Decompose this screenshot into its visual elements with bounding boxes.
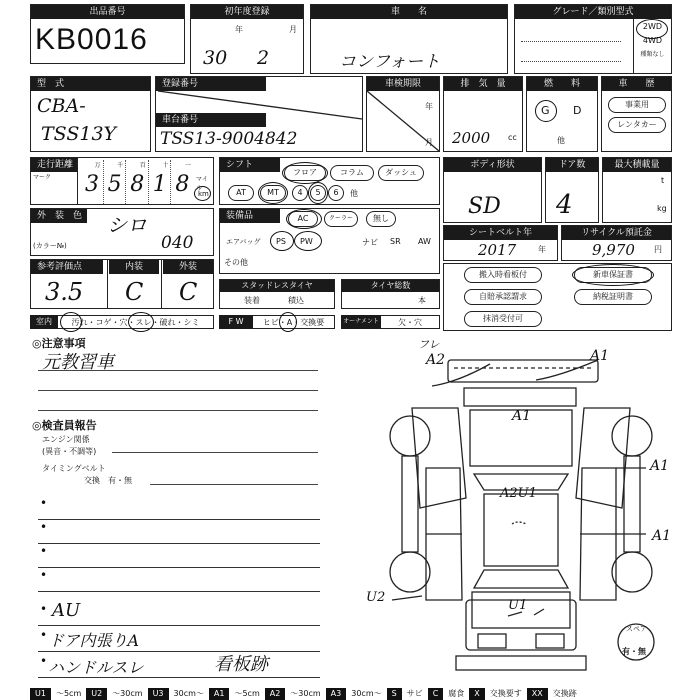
legend-code: A2 — [265, 688, 286, 700]
registration-box — [155, 76, 363, 152]
legend-code: X — [469, 688, 484, 700]
label-frame: フレ — [418, 338, 440, 351]
doors-box — [545, 157, 599, 223]
seatbelt-header: シートベルト年 — [444, 226, 557, 240]
car-name-header: 車 名 — [311, 5, 507, 19]
registration-header: 登録番号 — [156, 77, 266, 91]
legend-code: C — [428, 688, 444, 700]
legend-desc: 交換要す — [489, 689, 522, 698]
notes-rule — [38, 370, 318, 371]
mileage-marker: マーク — [33, 174, 52, 181]
rear-bumper — [456, 656, 586, 670]
right-sill — [624, 456, 640, 552]
interior-scuff-circle — [128, 312, 154, 332]
color-value: シロ — [107, 213, 147, 237]
shift-dash: ダッシュ — [378, 165, 424, 181]
legend-code: U2 — [86, 688, 107, 700]
studless-opt2: 積込 — [288, 296, 304, 305]
inspector-header: ◎検査員報告 — [32, 419, 97, 432]
mileage-box — [30, 157, 214, 205]
load-unit-kg: kg — [657, 204, 667, 213]
legend-desc: 30cm～ — [351, 689, 382, 698]
doc-tax: 納税証明書 — [574, 289, 652, 305]
recycle-value: 9,970 — [592, 241, 635, 259]
recycle-box — [561, 225, 672, 261]
mileage-digit: 1 — [152, 172, 167, 197]
chassis-value: TSS13-9004842 — [160, 129, 298, 149]
load-header: 最大積載量 — [603, 158, 671, 172]
bullet-row: • ドア内張りA — [38, 626, 320, 652]
shift-box — [219, 157, 440, 205]
model-line1: CBA- — [37, 95, 86, 117]
unit-label: 万 — [94, 162, 101, 169]
rear-window — [474, 570, 568, 588]
chassis-header: 車台番号 — [156, 113, 266, 127]
mileage-digits — [81, 160, 193, 204]
doc-insurance: 自賠承認謂求 — [464, 289, 542, 305]
label-a1-right-rear: A1 — [652, 528, 672, 544]
fuel-d: D — [573, 104, 582, 117]
body-value: SD — [468, 194, 501, 219]
eq-other-label: その他 — [224, 258, 248, 267]
unit-mile: マイル — [196, 176, 208, 192]
inspector-extra: 看板跡 — [214, 654, 268, 675]
seatbelt-unit: 年 — [538, 245, 546, 254]
ornament-label: オーナメント — [341, 315, 381, 329]
mileage-digit: 5 — [107, 172, 122, 197]
inspector-rule — [112, 452, 318, 453]
label-a2u1: A2U1 — [500, 486, 537, 501]
mileage-digit: 8 — [130, 172, 145, 197]
wheel-fr — [612, 416, 652, 456]
legend-code: A1 — [209, 688, 230, 700]
label-u1: U1 — [508, 598, 528, 613]
history-rental: レンタカー — [608, 117, 666, 133]
legend-bar — [30, 688, 672, 700]
car-name-box — [310, 4, 508, 74]
shift-mt-circle — [258, 182, 288, 204]
doc-warranty: 新車保証書 — [574, 267, 652, 283]
label-u2: U2 — [366, 590, 386, 605]
lot-header: 出品番号 — [31, 5, 184, 19]
shift-other: 他 — [350, 189, 358, 198]
legend-code: U1 — [30, 688, 51, 700]
fuel-header: 燃 料 — [527, 77, 597, 91]
legend-desc: ～5cm — [55, 689, 82, 698]
legend-desc: ～5cm — [234, 689, 260, 698]
equipment-box — [219, 208, 440, 274]
mileage-cell — [104, 160, 127, 204]
int-value: C — [125, 278, 144, 306]
body-header: ボディ形状 — [444, 158, 541, 172]
grille — [464, 388, 576, 406]
notes-header: ◎注意事項 — [32, 337, 86, 350]
shift-5-circle — [308, 182, 328, 204]
recycle-header: リサイクル預託金 — [562, 226, 671, 240]
bullet-row: • ハンドルスレ 看板跡 — [38, 652, 320, 678]
color-box — [30, 208, 214, 256]
rear-lamp-right — [536, 634, 564, 648]
legend-desc: サビ — [406, 689, 423, 698]
grade-box — [514, 4, 672, 74]
rear-lamp-left — [478, 634, 506, 648]
mileage-header: 走行距離 — [31, 158, 77, 172]
front-bumper — [448, 360, 598, 382]
warranty-circle — [572, 264, 654, 286]
doors-value: 4 — [556, 190, 573, 220]
legend-desc: 腐食 — [448, 689, 465, 698]
shift-mt: MT — [260, 185, 286, 201]
eq-navi: ナビ — [362, 238, 378, 247]
displacement-unit: cc — [508, 133, 517, 142]
engine-sub: (異音・不調等) — [42, 447, 97, 456]
interior-label: 室内 — [30, 315, 58, 329]
eq-ps-circle — [270, 231, 294, 251]
first-reg-year: 30 — [203, 47, 228, 69]
shift-column: コラム — [330, 165, 374, 181]
eq-pw-circle — [294, 231, 322, 251]
eq-pw: PW — [300, 237, 313, 246]
mileage-cell — [126, 160, 149, 204]
recycle-unit: 円 — [654, 245, 662, 254]
fw-label: F W — [219, 315, 253, 329]
mark-line — [392, 596, 422, 600]
opt-none: 種類なし — [640, 51, 665, 58]
model-box — [30, 76, 151, 152]
spare-header: スペア — [626, 625, 647, 633]
eq-ac: AC — [288, 211, 318, 227]
history-header: 車 歴 — [602, 77, 671, 91]
label-a1-hood: A1 — [512, 408, 532, 424]
int-header: 内装 — [109, 260, 159, 274]
timing-label: タイミングベルト — [42, 464, 106, 473]
displacement-box — [443, 76, 523, 152]
color-code: 040 — [161, 233, 194, 253]
timing-sub: 交換 有・無 — [84, 476, 132, 485]
legend-code: A3 — [326, 688, 347, 700]
inspection-year-label: 年 — [425, 102, 433, 111]
history-box — [601, 76, 672, 152]
grade-line — [521, 61, 621, 62]
notes-rule — [38, 410, 318, 411]
unit-label: 一 — [184, 162, 191, 169]
eval-header: 参考評価点 — [31, 260, 103, 274]
ext-value: C — [179, 278, 198, 306]
inspection-box — [366, 76, 440, 152]
shift-5: 5 — [310, 185, 326, 201]
wheel-rl — [390, 552, 430, 592]
scores-box — [30, 259, 214, 309]
ornament-items: 欠・穴 — [381, 315, 440, 329]
mileage-cell — [171, 160, 193, 204]
ext-header: 外装 — [163, 260, 213, 274]
studless-box — [219, 279, 335, 309]
car-diagram — [340, 338, 680, 688]
fw-a-circle — [279, 312, 297, 332]
mileage-divider — [77, 158, 78, 204]
divider — [161, 260, 162, 308]
divider — [107, 260, 108, 308]
tire-count-header: タイヤ総数 — [342, 280, 439, 292]
seatbelt-value: 2017 — [478, 241, 517, 259]
front-left-fender — [412, 408, 466, 508]
first-reg-box — [190, 4, 304, 74]
lot-box — [30, 4, 185, 64]
eq-airbag: エアバッグ — [226, 238, 261, 246]
doc-cancel: 抹消受付可 — [464, 311, 542, 327]
eq-sr: SR — [390, 237, 401, 246]
opt-4wd: 4WD — [642, 36, 663, 45]
studless-opt1: 装着 — [244, 296, 260, 305]
unit-km: km — [198, 190, 209, 198]
color-code-label: (カラー№) — [33, 242, 67, 250]
bullet-au: AU — [52, 600, 81, 621]
history-business: 事業用 — [608, 97, 666, 113]
roof — [484, 494, 558, 566]
legend-desc: ～30cm — [112, 689, 143, 698]
inspection-header: 車検期限 — [367, 77, 439, 91]
opt-2wd: 2WD — [642, 22, 663, 31]
body-box — [443, 157, 542, 223]
shift-header: シフト — [220, 158, 280, 172]
doors-header: ドア数 — [546, 158, 598, 172]
equipment-header: 装備品 — [220, 209, 280, 223]
spare-value: 有・無 — [622, 647, 646, 656]
studless-header: スタッドレスタイヤ — [220, 280, 334, 292]
displacement-header: 排 気 量 — [444, 77, 522, 91]
fw-items: ヒビ・A・交換要 — [253, 315, 335, 329]
docs-box — [443, 263, 672, 331]
front-right-fender — [576, 408, 630, 508]
fuel-other: 他 — [557, 136, 565, 145]
color-header: 外 装 色 — [31, 209, 87, 223]
mileage-digit: 8 — [175, 172, 190, 197]
inspector-bullet-lines: • • • • — [38, 496, 320, 592]
eval-value: 3.5 — [45, 278, 84, 306]
legend-code: U3 — [148, 688, 169, 700]
mark-line — [534, 609, 544, 615]
bullet-row: • AU — [38, 600, 320, 626]
doc-delivery: 搬入時看板付 — [464, 267, 542, 283]
eq-ac-circle — [286, 209, 322, 229]
seatbelt-box — [443, 225, 558, 261]
grade-header: グレード／類別型式 — [515, 5, 671, 19]
interior-stain-circle — [60, 312, 82, 332]
mark-line — [536, 360, 598, 380]
fuel-g: G — [541, 104, 550, 117]
tire-count-unit: 本 — [418, 296, 426, 305]
unit-label: 百 — [139, 162, 146, 169]
label-a2: A2 — [426, 352, 446, 368]
mileage-cell — [149, 160, 172, 204]
legend-desc: 30cm～ — [173, 689, 204, 698]
legend-desc: 交換跡 — [552, 689, 577, 698]
bullet-handle: ハンドルスレ — [48, 658, 144, 677]
shift-floor: フロア — [284, 165, 326, 181]
model-header: 型 式 — [31, 77, 150, 91]
legend-desc: ～30cm — [290, 689, 321, 698]
label-a1-right-front: A1 — [650, 458, 670, 474]
shift-4: 4 — [292, 185, 308, 201]
load-box — [602, 157, 672, 223]
load-unit: t — [661, 176, 665, 185]
drive-circle — [636, 19, 668, 39]
label-a1-front: A1 — [590, 348, 610, 364]
inspector-rule — [150, 484, 318, 485]
engine-label: エンジン関係 — [42, 435, 90, 444]
model-line2: TSS13Y — [41, 123, 117, 145]
notes-rule — [38, 390, 318, 391]
grade-line — [521, 41, 621, 42]
inspection-month-label: 月 — [425, 138, 433, 147]
wheel-fl — [390, 416, 430, 456]
interior-items: 汚れ・コゲ・穴・スレ・破れ・シミ — [58, 315, 214, 329]
first-reg-header: 初年度登録 — [191, 5, 303, 19]
legend-code: XX — [527, 688, 548, 700]
unit-label: 十 — [162, 162, 169, 169]
shift-floor-circle — [282, 162, 328, 184]
km-circle — [194, 186, 211, 201]
tire-count-box — [341, 279, 440, 309]
month-label: 月 — [289, 25, 297, 34]
mark-line — [512, 522, 526, 524]
left-sill — [402, 456, 418, 552]
year-label: 年 — [235, 25, 243, 34]
lot-number: KB0016 — [35, 23, 148, 56]
eq-none: 無し — [366, 211, 396, 227]
car-name-value: コンフォート — [339, 52, 441, 72]
mileage-cell — [81, 160, 104, 204]
shift-at: AT — [228, 185, 254, 201]
displacement-value: 2000 — [452, 129, 491, 147]
mileage-digit: 3 — [85, 172, 99, 197]
eq-ps: PS — [276, 237, 286, 246]
eq-cooler: クーラー — [324, 211, 358, 227]
legend-code: S — [387, 688, 402, 700]
bullet-door: ドア内張りA — [48, 631, 140, 650]
first-reg-month: 2 — [257, 47, 270, 69]
unit-label: 千 — [117, 162, 124, 169]
shift-6: 6 — [328, 185, 344, 201]
fuel-box — [526, 76, 598, 152]
eq-aw: AW — [418, 237, 431, 246]
wheel-rr — [612, 552, 652, 592]
notes-line1: 元教習車 — [42, 352, 114, 373]
